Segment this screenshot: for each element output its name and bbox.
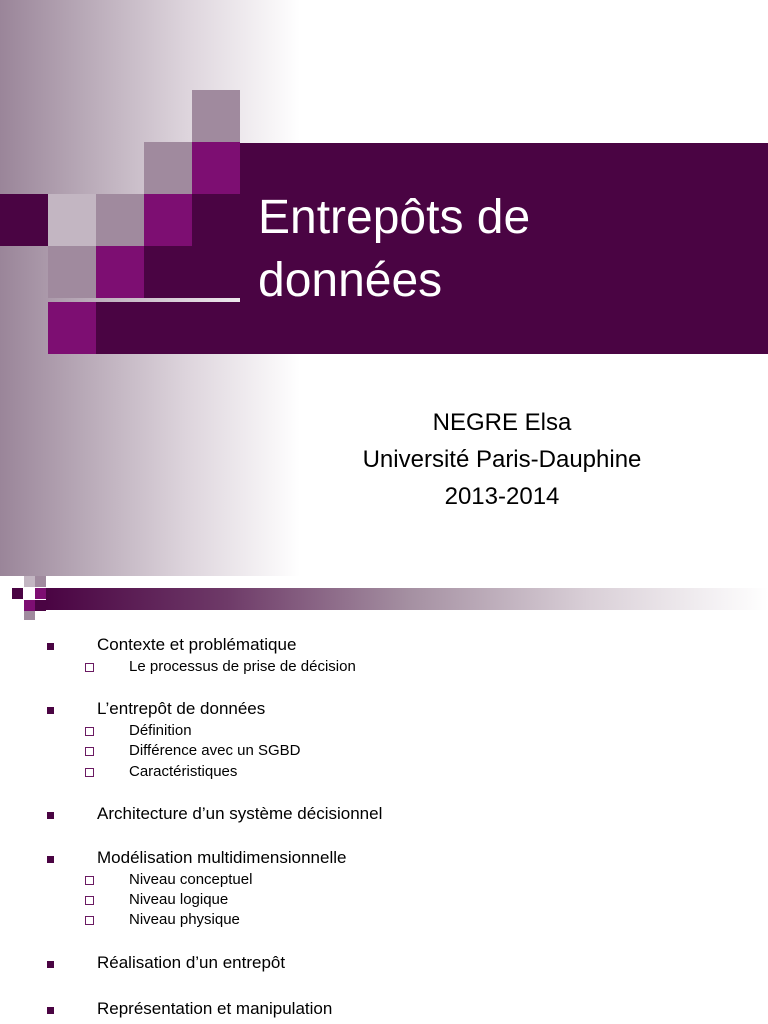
hollow-square-bullet-icon	[85, 747, 94, 756]
hollow-square-bullet-icon	[85, 727, 94, 736]
subitem-label: Niveau conceptuel	[129, 871, 253, 888]
subitem-label: Caractéristiques	[129, 763, 238, 780]
gradient-bar	[46, 588, 768, 610]
slide-title	[258, 186, 738, 312]
decor-square	[0, 194, 48, 246]
decor-square	[48, 194, 96, 246]
hollow-square-bullet-icon	[85, 916, 94, 925]
outline-slide	[0, 620, 768, 1024]
slide-subtitle	[300, 404, 704, 515]
decor-square	[144, 142, 192, 194]
section-label: Contexte et problématique	[97, 635, 297, 654]
decor-square	[96, 194, 144, 246]
subitem-label: Le processus de prise de décision	[129, 658, 356, 675]
title-line-2: données	[258, 254, 443, 307]
academic-year: 2013-2014	[444, 483, 560, 510]
section-label: L’entrepôt de données	[97, 699, 266, 718]
subitem-label: Définition	[129, 722, 192, 739]
section-label: Modélisation multidimensionnelle	[97, 848, 347, 867]
decor-mini-square	[24, 576, 35, 587]
square-bullet-icon	[47, 856, 54, 863]
decor-square	[48, 246, 96, 298]
square-bullet-icon	[47, 643, 54, 650]
section-label: Réalisation d’un entrepôt	[97, 953, 286, 972]
decor-square	[144, 194, 192, 246]
square-bullet-icon	[47, 812, 54, 819]
decor-square	[192, 194, 240, 246]
author-name: NEGRE Elsa	[432, 409, 572, 436]
title-line-1: Entrepôts de	[258, 191, 531, 244]
hollow-square-bullet-icon	[85, 768, 94, 777]
hollow-square-bullet-icon	[85, 896, 94, 905]
decor-mini-square	[35, 588, 46, 599]
decor-square	[192, 142, 240, 194]
section-label: Représentation et manipulation	[97, 999, 333, 1018]
decor-mini-square	[24, 611, 35, 620]
hollow-square-bullet-icon	[85, 876, 94, 885]
decor-mini-square	[12, 588, 23, 599]
decor-square	[192, 90, 240, 142]
square-bullet-icon	[47, 707, 54, 714]
university-name: Université Paris-Dauphine	[362, 446, 642, 473]
decor-mini-square	[24, 600, 35, 611]
subitem-label: Différence avec un SGBD	[129, 742, 301, 759]
divider-strip	[0, 576, 768, 620]
decor-square	[96, 246, 144, 298]
decor-square	[48, 302, 96, 354]
decor-mini-square	[35, 600, 46, 611]
subitem-label: Niveau physique	[129, 911, 240, 928]
subitem-label: Niveau logique	[129, 891, 229, 908]
decor-square	[144, 246, 240, 298]
decor-square	[96, 302, 240, 354]
section-label: Architecture d’un système décisionnel	[97, 804, 383, 823]
square-bullet-icon	[47, 1007, 54, 1014]
decor-mini-square	[35, 576, 46, 587]
square-bullet-icon	[47, 961, 54, 968]
hollow-square-bullet-icon	[85, 663, 94, 672]
